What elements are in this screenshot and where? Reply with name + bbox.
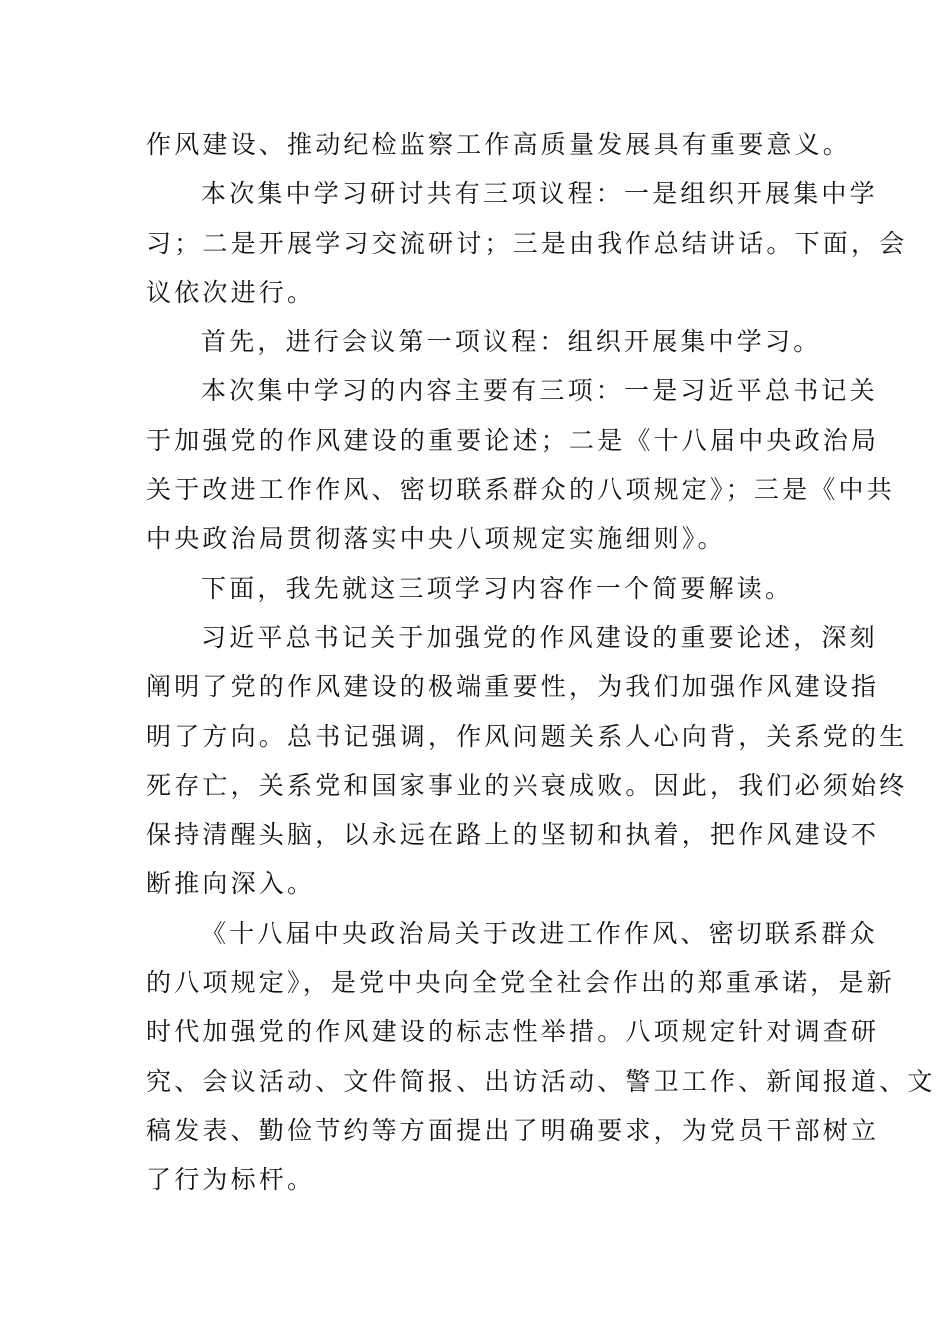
text-line: 死存亡，关系党和国家事业的兴衰成败。因此，我们必须始终 (146, 770, 908, 800)
text-line: 的八项规定》，是党中央向全党全社会作出的郑重承诺，是新 (146, 968, 895, 998)
text-line: 本次集中学习研讨共有三项议程：一是组织开展集中学 (201, 179, 878, 209)
text-line: 习近平总书记关于加强党的作风建设的重要论述，深刻 (201, 622, 878, 652)
text-line: 阐明了党的作风建设的极端重要性，为我们加强作风建设指 (146, 672, 880, 702)
text-line: 首先，进行会议第一项议程：组织开展集中学习。 (201, 327, 822, 357)
text-line: 关于改进工作作风、密切联系群众的八项规定》；三是《中共 (146, 475, 895, 505)
text-line: 作风建设、推动纪检监察工作高质量发展具有重要意义。 (146, 130, 852, 159)
text-line: 中央政治局贯彻落实中央八项规定实施细则》。 (146, 524, 726, 554)
text-line: 本次集中学习的内容主要有三项：一是习近平总书记关 (201, 376, 878, 406)
text-line: 明了方向。总书记强调，作风问题关系人心向背，关系党的生 (146, 721, 908, 751)
text-line: 《十八届中央政治局关于改进工作作风、密切联系群众 (201, 918, 878, 948)
text-line: 议依次进行。 (146, 277, 316, 307)
document-body (146, 120, 936, 1205)
text-line: 了行为标杆。 (146, 1165, 316, 1195)
text-line: 保持清醒头脑，以永远在路上的坚韧和执着，把作风建设不 (146, 820, 880, 850)
text-line: 断推向深入。 (146, 869, 316, 899)
text-line: 究、会议活动、文件简报、出访活动、警卫工作、新闻报道、文 (146, 1066, 936, 1096)
text-line: 时代加强党的作风建设的标志性举措。八项规定针对调查研 (146, 1017, 880, 1047)
text-line: 下面，我先就这三项学习内容作一个简要解读。 (201, 573, 794, 603)
text-line: 习；二是开展学习交流研讨；三是由我作总结讲话。下面，会 (146, 228, 908, 258)
text-line: 稿发表、勤俭节约等方面提出了明确要求，为党员干部树立 (146, 1115, 880, 1145)
text-line: 于加强党的作风建设的重要论述；二是《十八届中央政治局 (146, 425, 880, 455)
